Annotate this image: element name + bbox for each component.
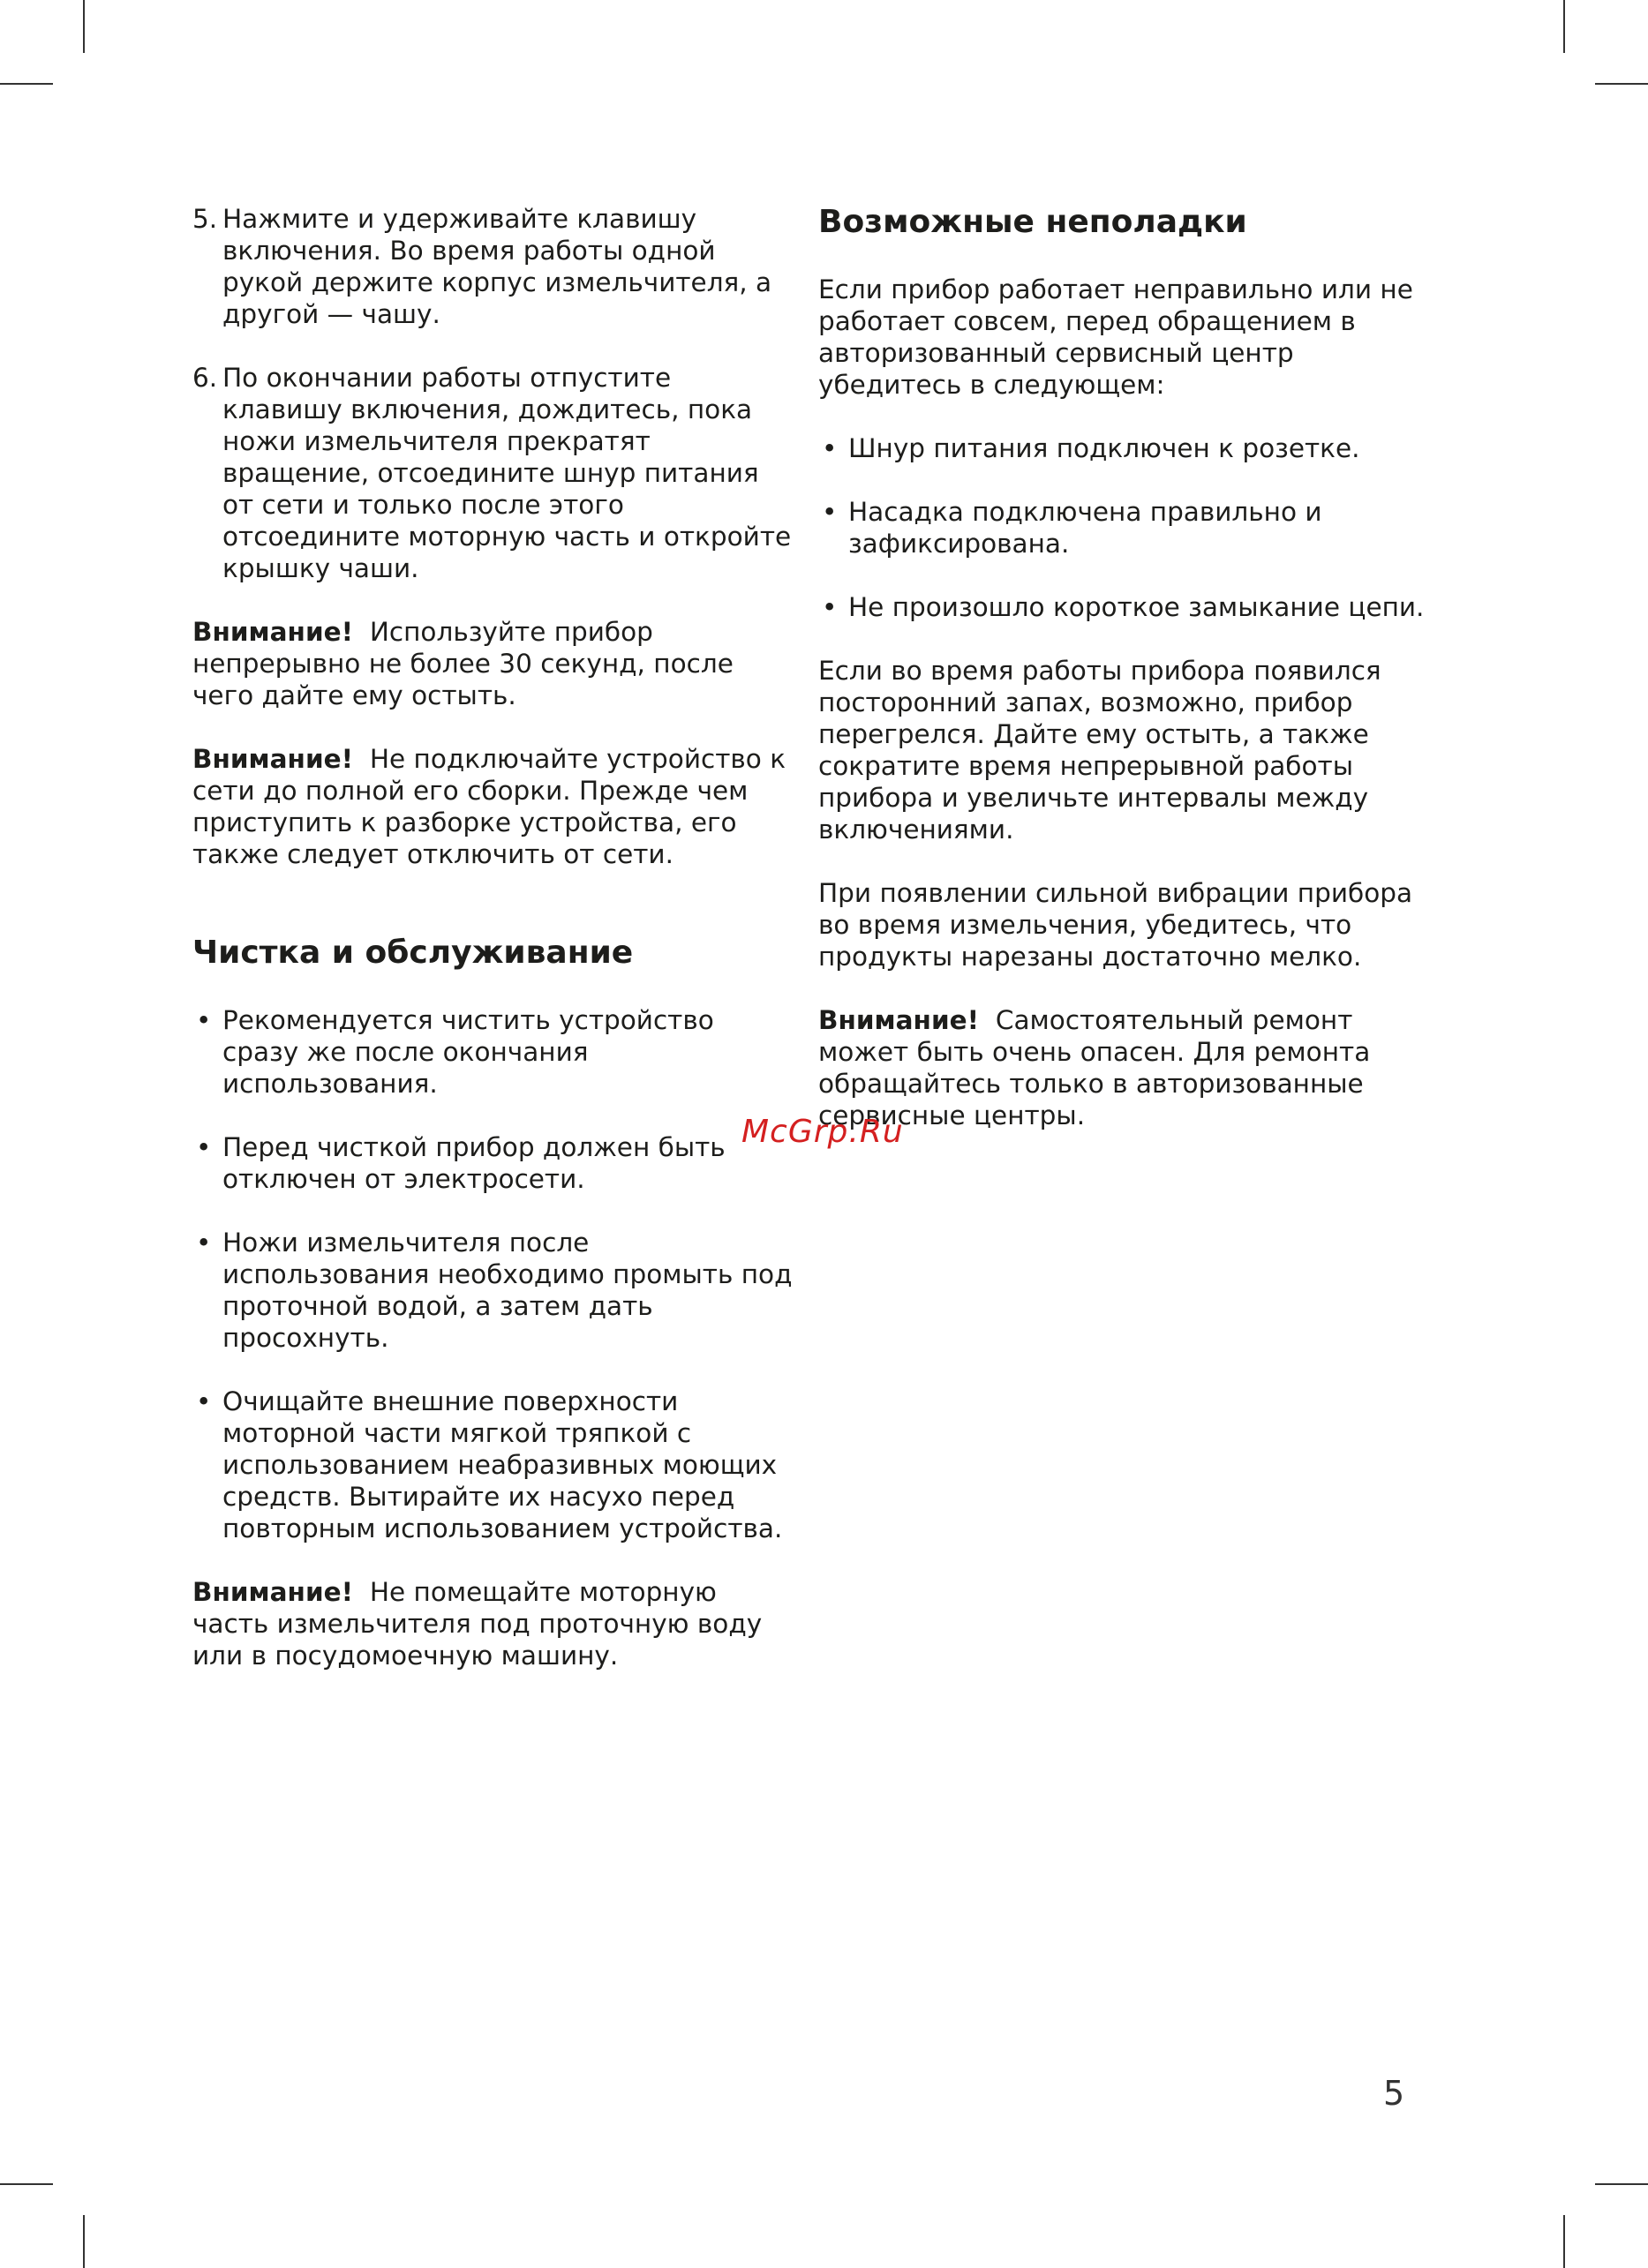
list-item	[192, 1131, 793, 1195]
warning-text: Самостоятельный ремонт может быть очень опасен. Для ремонта обращайтесь только в авторизованные сервисные центры.	[818, 1005, 1371, 1130]
warning-label: Внимание!	[192, 617, 354, 647]
crop-mark	[1595, 2183, 1648, 2185]
bullet-icon: •	[196, 1005, 212, 1035]
warning-label: Внимание!	[818, 1005, 980, 1035]
intro-paragraph: Если прибор работает неправильно или не работает совсем, перед обращением в авторизованный сервисный центр убедитесь в следующем:	[818, 274, 1413, 400]
page-number: 5	[1383, 2074, 1405, 2113]
warning-paragraph	[818, 1004, 1427, 1131]
list-item	[192, 1386, 793, 1544]
crop-mark	[83, 0, 85, 53]
warning-label: Внимание!	[192, 1577, 354, 1607]
list-item-text: Перед чисткой прибор должен быть отключен от электросети.	[222, 1132, 726, 1194]
crop-mark	[1595, 83, 1648, 85]
step-text: Нажмите и удерживайте клавишу включения. Во время работы одной рукой держите корпус измельчителя, а другой — чашу.	[222, 204, 772, 329]
list-item	[192, 1227, 793, 1354]
list-item	[192, 1004, 793, 1100]
crop-mark	[0, 83, 53, 85]
right-column	[818, 203, 1427, 1131]
list-item	[818, 432, 1427, 464]
step-item	[192, 203, 793, 330]
bullet-icon: •	[196, 1386, 212, 1416]
left-column	[192, 203, 793, 1671]
bullet-icon: •	[196, 1228, 212, 1258]
list-item	[818, 496, 1427, 559]
warning-paragraph	[192, 743, 793, 870]
crop-mark	[0, 2183, 53, 2185]
warning-text: Не подключайте устройство к сети до полной его сборки. Прежде чем приступить к разборке устройства, его также следует отключить от сети.	[192, 744, 786, 869]
watermark: McGrp.Ru	[741, 1114, 904, 1150]
section-title-cleaning: Чистка и обслуживание	[192, 935, 634, 971]
step-number: 6.	[192, 363, 218, 393]
step-text: По окончании работы отпустите клавишу включения, дождитесь, пока ножи измельчителя прекратят вращение, отсоедините шнур питания от сети и только после этого отсоедините моторную часть и откройте крышку чаши.	[222, 363, 792, 583]
bullet-icon: •	[822, 497, 838, 527]
section-title-troubleshooting: Возможные неполадки	[818, 204, 1247, 240]
step-item	[192, 362, 793, 584]
list-item-text: Очищайте внешние поверхности моторной части мягкой тряпкой с использованием неабразивных моющих средств. Вытирайте их насухо перед повторным использованием устройства.	[222, 1386, 783, 1543]
warning-paragraph	[192, 616, 793, 711]
list-item-text: Не произошло короткое замыкание цепи.	[848, 592, 1425, 622]
warning-label: Внимание!	[192, 744, 354, 774]
warning-text: Используйте прибор непрерывно не более 30 секунд, после чего дайте ему остыть.	[192, 617, 734, 710]
bullet-icon: •	[822, 592, 838, 622]
list-item	[818, 591, 1427, 623]
list-item-text: Насадка подключена правильно и зафиксирована.	[848, 497, 1322, 559]
list-item-text: Шнур питания подключен к розетке.	[848, 433, 1360, 463]
warning-text: Не помещайте моторную часть измельчителя под проточную воду или в посудомоечную машину.	[192, 1577, 763, 1671]
list-item-text: Рекомендуется чистить устройство сразу же после окончания использования.	[222, 1005, 714, 1099]
step-number: 5.	[192, 204, 218, 234]
vibration-paragraph: При появлении сильной вибрации прибора во время измельчения, убедитесь, что продукты нарезаны достаточно мелко.	[818, 878, 1413, 972]
bullet-icon: •	[196, 1132, 212, 1162]
crop-mark	[1563, 2215, 1565, 2268]
list-item-text: Ножи измельчителя после использования необходимо промыть под проточной водой, а затем дать просохнуть.	[222, 1228, 793, 1353]
crop-mark	[83, 2215, 85, 2268]
bullet-icon: •	[822, 433, 838, 463]
warning-paragraph	[192, 1576, 793, 1671]
crop-mark	[1563, 0, 1565, 53]
smell-paragraph: Если во время работы прибора появился посторонний запах, возможно, прибор перегрелся. Дайте ему остыть, а также сократите время непрерывной работы прибора и увеличьте интервалы между включениями.	[818, 656, 1381, 845]
